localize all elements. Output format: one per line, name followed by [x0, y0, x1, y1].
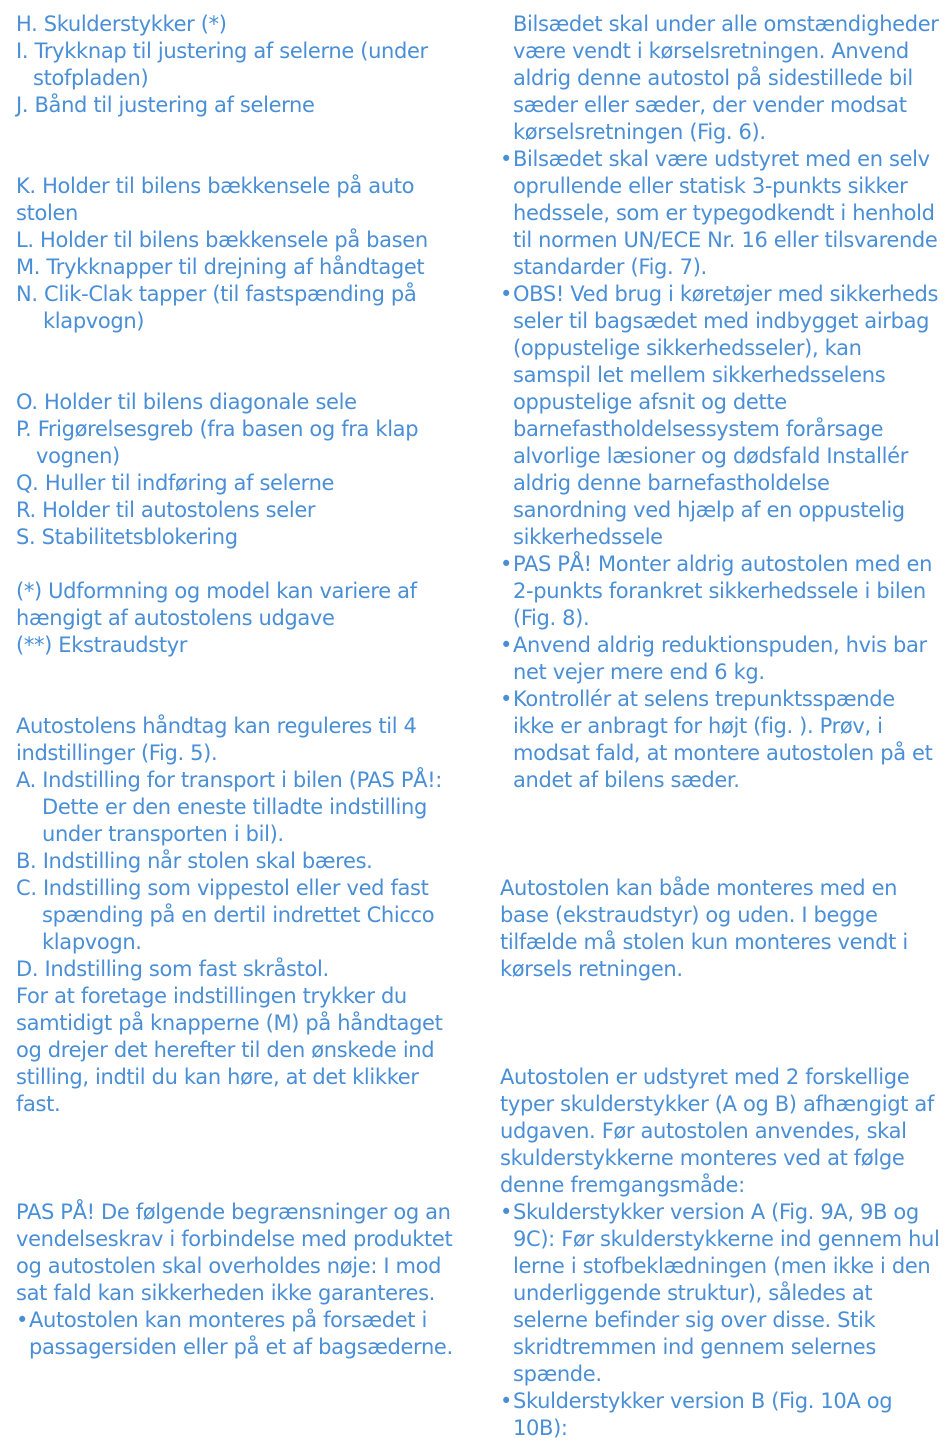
note-optional: (**) Ekstraudstyr [16, 633, 188, 657]
handle-position-d: D. Indstilling som fast skråstol. [16, 957, 329, 981]
part-i: I. Trykknap til justering af selerne (under stofpladen) [16, 39, 428, 90]
handle-position-b: B. Indstilling når stolen skal bæres. [16, 849, 373, 873]
left-column [16, 11, 456, 1361]
warning-intro: PAS PÅ! De følgende begrænsninger og an vendelseskrav i forbindelse med produktet og autostolen skal overholdes nøje: I mod sat fald kan sikkerheden ikke garanteres. [16, 1200, 453, 1305]
part-p: P. Frigørelsesgreb (fra basen og fra klap vognen) [16, 417, 419, 468]
part-h: H. Skulderstykker (*) [16, 12, 227, 36]
warning-bullet-seat-position: • Autostolen kan monteres på forsædet i passagersiden eller på et af bagsæderne. [16, 1307, 456, 1361]
bullet-reduction-cushion: • Anvend aldrig reduktionspuden, hvis bar net vejer mere end 6 kg. [500, 632, 940, 686]
part-r: R. Holder til autostolens seler [16, 498, 316, 522]
shoulder-pads-intro: Autostolen er udstyret med 2 forskellige typer skulderstykker (A og B) afhængigt af udgaven. Før autostolen anvendes, skal skulderstykkerne monteres ved at følge denne fremgangsmåde: [500, 1065, 934, 1197]
part-m: M. Trykknapper til drejning af håndtaget [16, 255, 425, 279]
shoulder-pads-version-a: • Skulderstykker version A (Fig. 9A, 9B og 9C): Før skulderstykkerne ind gennem hul lerne i stofbeklædningen (men ikke i den underliggende struktur), således at selerne befinder sig over disse. Stik skridtremmen ind gennem selernes spænde. [500, 1199, 940, 1388]
right-column [500, 11, 940, 1442]
part-s: S. Stabilitetsblokering [16, 525, 238, 549]
part-j: J. Bånd til justering af selerne [16, 93, 315, 117]
part-o: O. Holder til bilens diagonale sele [16, 390, 357, 414]
bullet-airbag-warning: • OBS! Ved brug i køretøjer med sikkerheds seler til bagsædet med indbygget airbag (oppustelige sikkerhedsseler), kan samspil let mellem sikkerhedsselens oppustelige afsnit og dette barnefastholdelsessystem forårsage alvorlige læsioner og dødsfald Installér aldrig denne barnefastholdelse sanordning ved hjælp af en oppustelig sikkerhedssele [500, 281, 940, 551]
part-k: K. Holder til bilens bækkensele på auto stolen [16, 174, 415, 225]
bullet-2point-warning: • PAS PÅ! Monter aldrig autostolen med en 2-punkts forankret sikkerhedssele i bilen (Fig. 8). [500, 551, 940, 632]
handle-position-a: A. Indstilling for transport i bilen (PAS PÅ!: Dette er den eneste tilladte indstilling under transporten i bil). [16, 768, 442, 846]
handle-intro: Autostolens håndtag kan reguleres til 4 indstillinger (Fig. 5). [16, 714, 417, 765]
base-mounting-text: Autostolen kan både monteres med en base (ekstraudstyr) og uden. I begge tilfælde må stolen kun monteres vendt i kørsels retningen. [500, 876, 908, 981]
bullet-buckle-height: • Kontrollér at selens trepunktsspænde ikke er anbragt for højt (fig. ). Prøv, i modsat fald, at montere autostolen på et andet af bilens sæder. [500, 686, 940, 794]
bullet-3point-belt: • Bilsædet skal være udstyret med en selv oprullende eller statisk 3-punkts sikker hedssele, som er typegodkendt i henhold til normen UN/ECE Nr. 16 eller tilsvarende standarder (Fig. 7). [500, 146, 940, 281]
note-variation: (*) Udformning og model kan variere af hængigt af autostolens udgave [16, 579, 417, 630]
shoulder-pads-version-b: • Skulderstykker version B (Fig. 10A og 10B): [500, 1388, 940, 1442]
part-l: L. Holder til bilens bækkensele på basen [16, 228, 428, 252]
handle-position-c: C. Indstilling som vippestol eller ved fast spænding på en dertil indrettet Chicco klapvogn. [16, 876, 435, 954]
seat-direction-text: Bilsædet skal under alle omstændigheder være vendt i kørselsretningen. Anvend aldrig denne autostol på sidestillede bil sæder eller sæder, der vender modsat kørselsretningen (Fig. 6). [513, 12, 939, 144]
part-n: N. Clik-Clak tapper (til fastspænding på klapvogn) [16, 282, 417, 333]
handle-instructions: For at foretage indstillingen trykker du samtidigt på knapperne (M) på håndtaget og drejer det herefter til den ønskede ind stilling, indtil du kan høre, at det klikker fast. [16, 984, 443, 1116]
part-q: Q. Huller til indføring af selerne [16, 471, 335, 495]
